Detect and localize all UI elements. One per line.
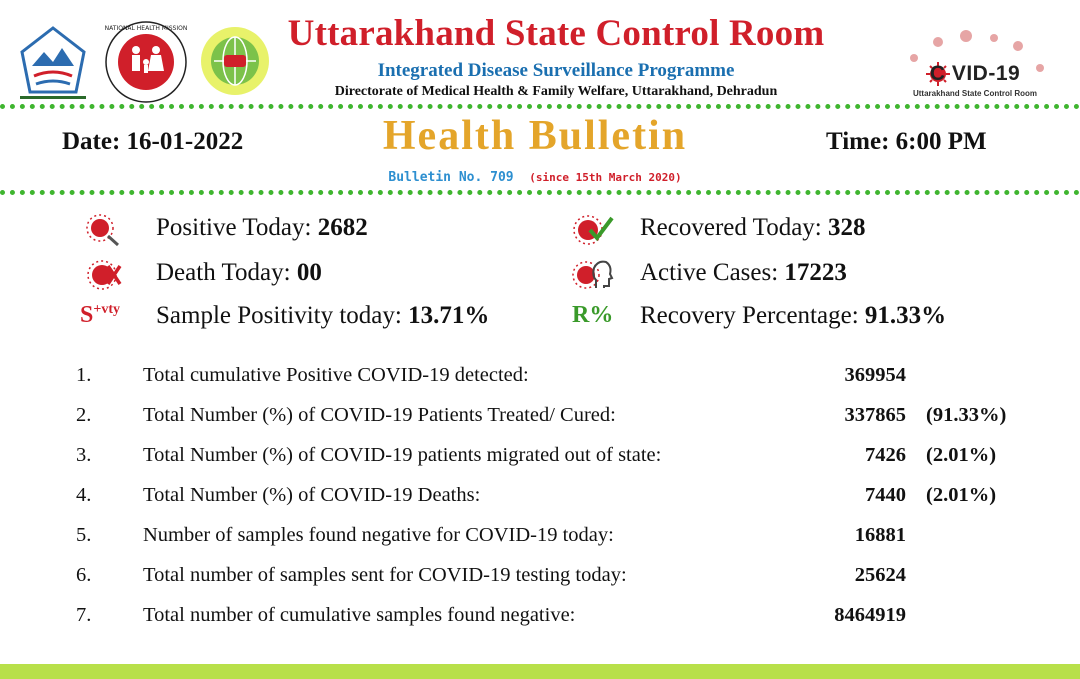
row-percent: (2.01%) bbox=[926, 484, 997, 506]
active-cases bbox=[640, 259, 847, 287]
row-label: Number of samples found negative for COVID-19 today: bbox=[143, 524, 614, 546]
row-value: 7440 bbox=[865, 484, 906, 506]
covid-logo-text: C VID-19 bbox=[929, 62, 1021, 85]
idsp-globe-icon bbox=[198, 24, 272, 98]
list-item bbox=[0, 484, 1080, 524]
svg-text:NATIONAL HEALTH MISSION: NATIONAL HEALTH MISSION bbox=[104, 25, 188, 32]
positive-today bbox=[156, 214, 368, 242]
row-percent: (91.33%) bbox=[926, 404, 1007, 426]
row-label: Total Number (%) of COVID-19 Deaths: bbox=[143, 484, 481, 506]
recovery-label: Recovery Percentage: bbox=[640, 302, 865, 329]
row-number: 6. bbox=[76, 564, 92, 586]
bulletin-title: Health Bulletin bbox=[382, 113, 688, 159]
positivity-symbol: $S^{+vty}$ bbox=[80, 302, 120, 328]
row-number: 3. bbox=[76, 444, 92, 466]
row-label: Total number of samples sent for COVID-19 testing today: bbox=[143, 564, 627, 586]
row-number: 2. bbox=[76, 404, 92, 426]
uttarakhand-emblem-icon bbox=[14, 22, 92, 104]
recovery-symbol: R% bbox=[572, 302, 614, 328]
sample-positivity bbox=[156, 302, 489, 330]
positive-value: 2682 bbox=[317, 214, 368, 241]
covid-logo-subtext: Uttarakhand State Control Room bbox=[912, 89, 1037, 98]
recovery-percentage bbox=[640, 302, 946, 330]
nhm-logo-icon bbox=[104, 20, 188, 104]
death-label: Death Today: bbox=[156, 259, 297, 286]
positive-label: Positive Today: bbox=[156, 214, 318, 241]
row-value: 25624 bbox=[854, 564, 906, 586]
bulletin-since: (since 15th March 2020) bbox=[529, 171, 682, 184]
recovered-label: Recovered Today: bbox=[640, 214, 829, 241]
bulletin-number bbox=[330, 170, 740, 185]
list-item bbox=[0, 564, 1080, 604]
row-number: 5. bbox=[76, 524, 92, 546]
list-item bbox=[0, 364, 1080, 404]
virus-check-icon bbox=[572, 212, 614, 248]
footer-bar bbox=[0, 664, 1080, 679]
divider-bottom bbox=[0, 190, 1080, 195]
list-item bbox=[0, 524, 1080, 564]
recovered-today bbox=[640, 214, 866, 242]
bulletin-date: Date: 16-01-2022 bbox=[62, 128, 244, 155]
row-label: Total cumulative Positive COVID-19 detected: bbox=[143, 364, 529, 386]
list-item bbox=[0, 404, 1080, 444]
recovered-value: 328 bbox=[828, 214, 866, 241]
virus-magnifier-icon bbox=[84, 212, 124, 248]
divider-top bbox=[0, 104, 1080, 109]
list-item bbox=[0, 444, 1080, 484]
row-value: 369954 bbox=[844, 364, 906, 386]
bulletin-time: Time: 6:00 PM bbox=[826, 128, 987, 155]
virus-cross-icon bbox=[84, 258, 124, 292]
row-number: 4. bbox=[76, 484, 92, 506]
row-label: Total number of cumulative samples found negative: bbox=[143, 604, 576, 626]
row-percent: (2.01%) bbox=[926, 444, 997, 466]
directorate-line: Directorate of Medical Health & Family Welfare, Uttarakhand, Dehradun bbox=[334, 84, 778, 99]
page-title: Uttarakhand State Control Room bbox=[287, 13, 825, 54]
row-number: 1. bbox=[76, 364, 92, 386]
list-item bbox=[0, 604, 1080, 644]
row-value: 7426 bbox=[865, 444, 906, 466]
positivity-label: Sample Positivity today: bbox=[156, 302, 409, 329]
positivity-value: 13.71% bbox=[408, 302, 490, 329]
death-value: 00 bbox=[296, 259, 322, 286]
row-value: 8464919 bbox=[834, 604, 906, 626]
row-label: Total Number (%) of COVID-19 Patients Treated/ Cured: bbox=[143, 404, 616, 426]
row-label: Total Number (%) of COVID-19 patients migrated out of state: bbox=[143, 444, 662, 466]
row-number: 7. bbox=[76, 604, 92, 626]
row-value: 337865 bbox=[844, 404, 906, 426]
death-today bbox=[156, 259, 322, 287]
active-value: 17223 bbox=[784, 259, 847, 286]
bulletin-number-text: Bulletin No. 709 bbox=[388, 170, 514, 185]
programme-subtitle: Integrated Disease Surveillance Programme bbox=[377, 60, 735, 81]
virus-head-icon bbox=[572, 258, 614, 292]
active-label: Active Cases: bbox=[640, 259, 785, 286]
recovery-value: 91.33% bbox=[864, 302, 947, 329]
row-value: 16881 bbox=[854, 524, 906, 546]
